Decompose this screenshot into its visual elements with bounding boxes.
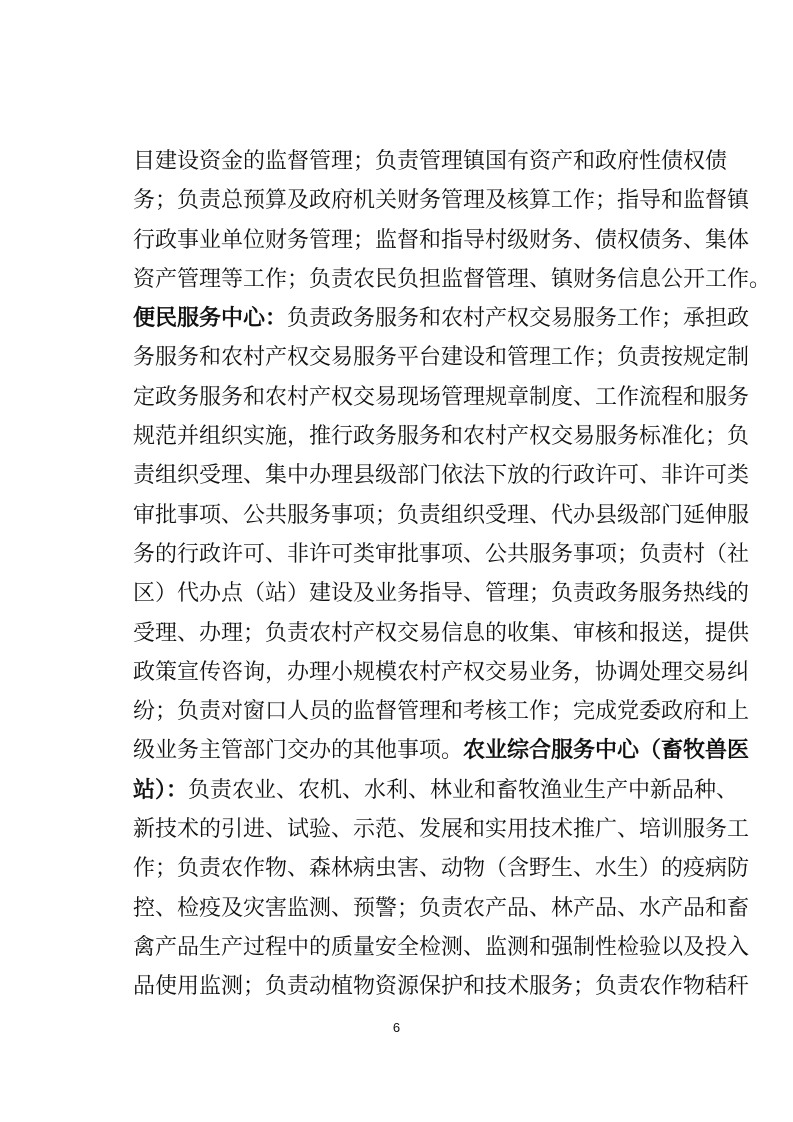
section-heading: 便民服务中心： — [133, 306, 288, 332]
text-line — [133, 142, 728, 181]
text-run: 区）代办点（站）建设及业务指导、管理；负责政务服务热线的 — [133, 581, 750, 607]
text-run: 负责政务服务和农村产权交易服务工作；承担政 — [287, 306, 750, 332]
text-line — [133, 731, 750, 770]
text-line — [133, 771, 739, 810]
section-heading: 站）： — [133, 777, 189, 803]
text-line — [133, 692, 750, 731]
text-run: 受理、办理；负责农村产权交易信息的收集、审核和报送，提供 — [133, 620, 750, 646]
text-run: 品使用监测；负责动植物资源保护和技术服务；负责农作物秸秆 — [133, 974, 750, 1000]
text-line — [133, 260, 772, 299]
text-line — [133, 928, 750, 967]
text-run: 新技术的引进、试验、示范、发展和实用技术推广、培训服务工 — [133, 817, 750, 843]
text-run: 纷；负责对窗口人员的监督管理和考核工作；完成党委政府和上 — [133, 699, 750, 725]
text-run: 目建设资金的监督管理；负责管理镇国有资产和政府性债权债 — [133, 149, 728, 174]
text-line — [133, 496, 750, 535]
text-line — [133, 574, 750, 613]
text-run: 务的行政许可、非许可类审批事项、公共服务事项；负责村（社 — [133, 541, 750, 567]
text-run: 政策宣传咨询，办理小规模农村产权交易业务，协调处理交易纠 — [133, 659, 750, 685]
text-line — [133, 849, 750, 888]
text-run: 定政务服务和农村产权交易现场管理规章制度、工作流程和服务 — [133, 384, 750, 410]
text-run: 责组织受理、集中办理县级部门依法下放的行政许可、非许可类 — [133, 463, 750, 489]
text-line — [133, 221, 750, 260]
text-line — [133, 456, 750, 495]
text-run: 控、检疫及灾害监测、预警；负责农产品、林产品、水产品和畜 — [133, 895, 750, 921]
text-line — [133, 614, 750, 653]
text-line — [133, 417, 750, 456]
text-run: 禽产品生产过程中的质量安全检测、监测和强制性检验以及投入 — [133, 934, 750, 960]
text-line — [133, 967, 750, 1006]
text-line — [133, 810, 750, 849]
text-line — [133, 378, 750, 417]
text-line — [133, 653, 750, 692]
text-line — [133, 299, 750, 338]
text-run: 规范并组织实施，推行政务服务和农村产权交易服务标准化；负 — [133, 424, 750, 450]
text-run: 务服务和农村产权交易服务平台建设和管理工作；负责按规定制 — [133, 345, 750, 371]
section-heading: 农业综合服务中心（畜牧兽医 — [463, 738, 750, 764]
text-run: 资产管理等工作；负责农民负担监督管理、镇财务信息公开工作。 — [133, 266, 772, 292]
text-run: 级业务主管部门交办的其他事项。 — [133, 738, 464, 764]
text-run: 行政事业单位财务管理；监督和指导村级财务、债权债务、集体 — [133, 227, 750, 253]
text-run: 作；负责农作物、森林病虫害、动物（含野生、水生）的疫病防 — [133, 856, 750, 882]
text-line — [133, 181, 750, 220]
text-line — [133, 889, 750, 928]
text-line — [133, 535, 750, 574]
text-run: 负责农业、农机、水利、林业和畜牧渔业生产中新品种、 — [188, 777, 739, 803]
body-text — [133, 142, 772, 1007]
text-run: 务；负责总预算及政府机关财务管理及核算工作；指导和监督镇 — [133, 188, 750, 214]
page-number: 6 — [392, 1020, 401, 1035]
text-run: 审批事项、公共服务事项；负责组织受理、代办县级部门延伸服 — [133, 502, 750, 528]
text-line — [133, 338, 750, 377]
